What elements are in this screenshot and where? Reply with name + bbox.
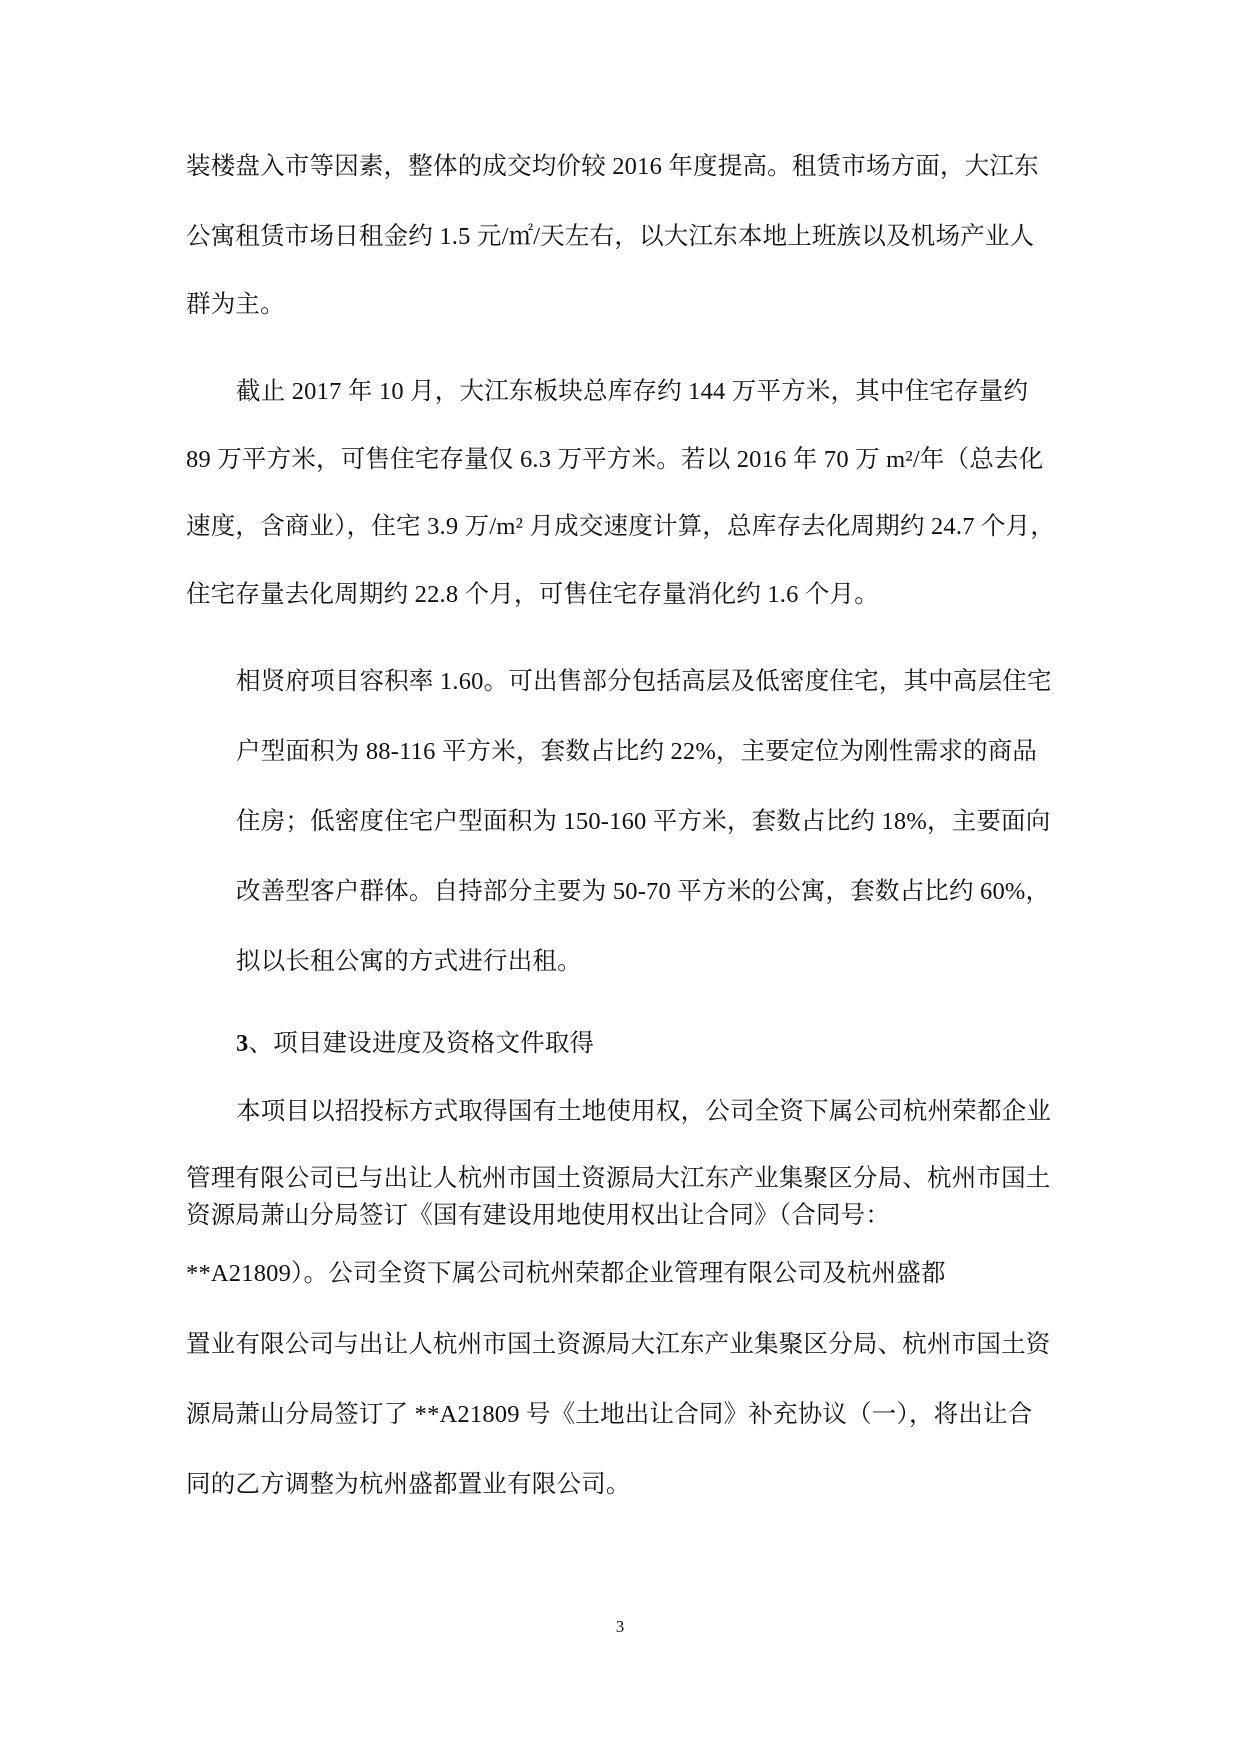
para3-line-4: 改善型客户群体。自持部分主要为 50-70 平方米的公寓，套数占比约 60%， [236,878,1051,905]
para4-line-7: 同的乙方调整为杭州盛都置业有限公司。 [186,1471,631,1498]
page-number: 3 [615,1617,625,1636]
para4-line-6: 源局萧山分局签订了 **A21809 号《土地出让合同》补充协议（一），将出让合 [186,1401,1033,1428]
para1-line-2: 公寓租赁市场日租金约 1.5 元/㎡/天左右，以大江东本地上班族以及机场产业人 [186,223,1035,250]
para1-line-1: 装楼盘入市等因素，整体的成交均价较 2016 年度提高。租赁市场方面，大江东 [186,153,1039,180]
para3-line-1: 相贤府项目容积率 1.60。可出售部分包括高层及低密度住宅，其中高层住宅 [236,668,1052,695]
para4-line-5: 置业有限公司与出让人杭州市国土资源局大江东产业集聚区分局、杭州市国土资 [186,1331,1051,1358]
para2-line-4: 住宅存量去化周期约 22.8 个月，可售住宅存量消化约 1.6 个月。 [186,581,879,608]
para1-line-3: 群为主。 [186,291,285,318]
para3-line-3: 住房；低密度住宅户型面积为 150-160 平方米，套数占比约 18%，主要面向 [236,808,1051,835]
para4-line-2: 管理有限公司已与出让人杭州市国土资源局大江东产业集聚区分局、杭州市国土 [186,1165,1051,1192]
para2-line-3: 速度，含商业），住宅 3.9 万/m² 月成交速度计算，总库存去化周期约 24.7 个月， [186,513,1056,540]
para2-line-1: 截止 2017 年 10 月，大江东板块总库存约 144 万平方米，其中住宅存量约 [236,378,1029,405]
para3-line-2: 户型面积为 88-116 平方米，套数占比约 22%，主要定位为刚性需求的商品 [236,738,1038,765]
para2-line-2: 89 万平方米，可售住宅存量仅 6.3 万平方米。若以 2016 年 70 万 m²/年（总去化 [186,446,1044,473]
para4-line-1: 本项目以招投标方式取得国有土地使用权，公司全资下属公司杭州荣都企业 [236,1098,1052,1125]
section-heading-number: 3 [236,1030,249,1057]
para4-line-3: 资源局萧山分局签订《国有建设用地使用权出让合同》（合同号： [186,1202,891,1229]
para4-line-4: **A21809）。公司全资下属公司杭州荣都企业管理有限公司及杭州盛都 [186,1260,946,1287]
section-heading [236,1032,594,1057]
section-heading-text: 、项目建设进度及资格文件取得 [248,1030,595,1057]
para3-line-5: 拟以长租公寓的方式进行出租。 [236,948,582,975]
